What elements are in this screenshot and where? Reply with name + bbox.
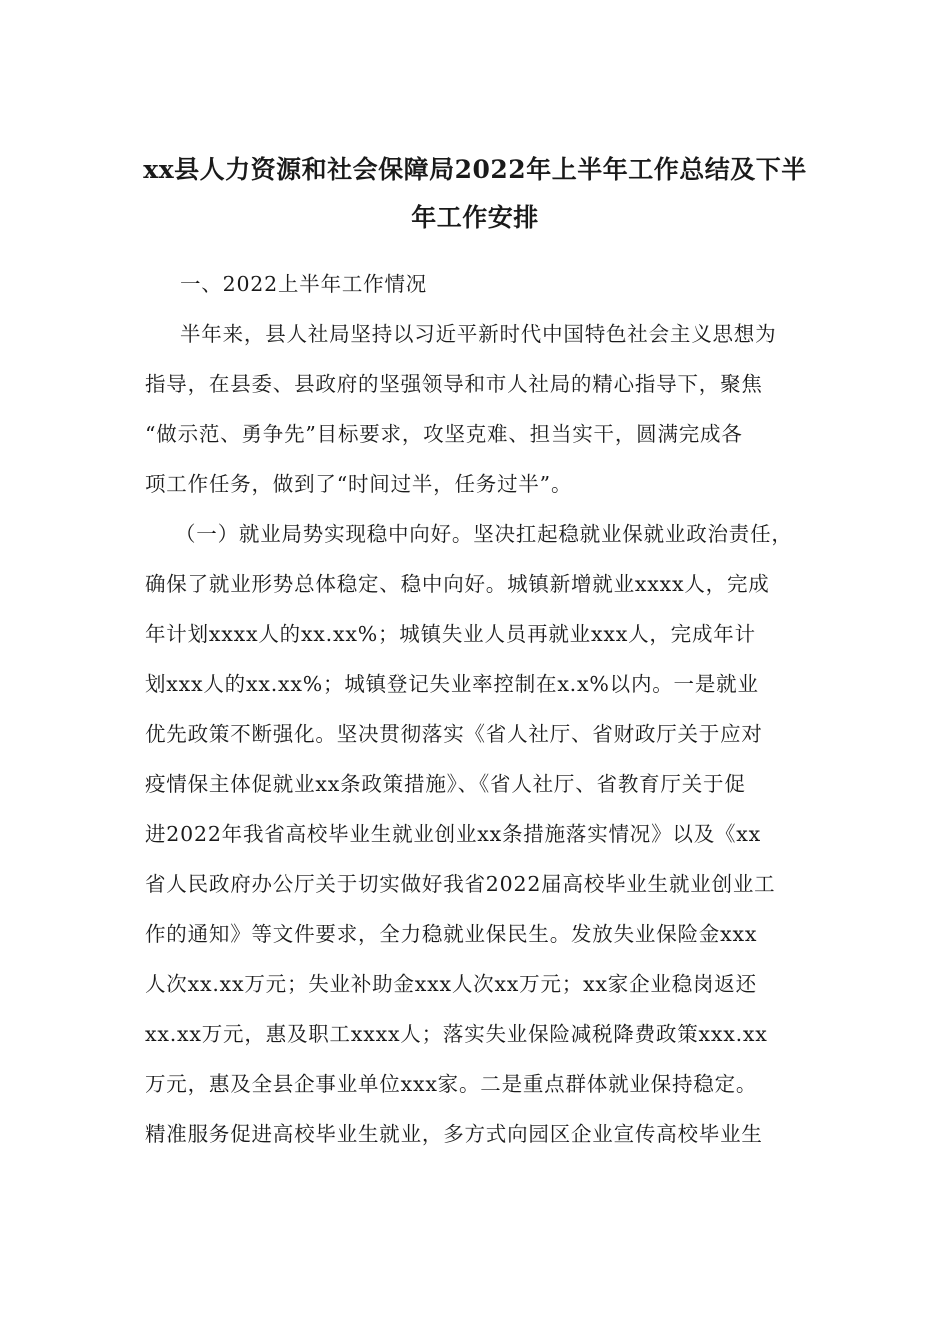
section-heading: 一、2022上半年工作情况 [180,272,428,296]
paragraph-line: 疫情保主体促就业xx条政策措施》、《省人社厅、省教育厅关于促 [145,772,746,796]
paragraph-line: 优先政策不断强化。坚决贯彻落实《省人社厅、省财政厅关于应对 [145,722,763,746]
paragraph-line: 划xxx人的xx.xx%；城镇登记失业率控制在x.x%以内。一是就业 [145,672,759,696]
paragraph-line: （一）就业局势实现稳中向好。坚决扛起稳就业保就业政治责任， [175,522,793,546]
paragraph-line: 项工作任务，做到了“时间过半，任务过半”。 [145,472,573,496]
paragraph-line: 万元，惠及全县企事业单位xxx家。二是重点群体就业保持稳定。 [145,1072,758,1096]
paragraph-line: xx.xx万元，惠及职工xxxx人；落实失业保险减税降费政策xxx.xx [145,1022,768,1046]
paragraph-line: 进2022年我省高校毕业生就业创业xx条措施落实情况》以及《xx [145,822,762,846]
paragraph-line: 半年来，县人社局坚持以习近平新时代中国特色社会主义思想为 [180,322,777,346]
paragraph-line: 确保了就业形势总体稳定、稳中向好。城镇新增就业xxxx人，完成 [145,572,770,596]
paragraph-line: 精准服务促进高校毕业生就业，多方式向园区企业宣传高校毕业生 [145,1122,763,1146]
paragraph-line: 作的通知》等文件要求，全力稳就业保民生。发放失业保险金xxx [145,922,758,946]
document-title-line-1: xx县人力资源和社会保障局2022年上半年工作总结及下半 [143,155,807,184]
paragraph-line: 指导，在县委、县政府的坚强领导和市人社局的精心指导下，聚焦 [145,372,763,396]
paragraph-line: “做示范、勇争先”目标要求，攻坚克难、担当实干，圆满完成各 [145,422,743,446]
paragraph-line: 年计划xxxx人的xx.xx%；城镇失业人员再就业xxx人，完成年计 [145,622,756,646]
paragraph-line: 省人民政府办公厅关于切实做好我省2022届高校毕业生就业创业工 [145,872,776,896]
document-title-line-2: 年工作安排 [411,203,539,232]
paragraph-line: 人次xx.xx万元；失业补助金xxx人次xx万元；xx家企业稳岗返还 [145,972,757,996]
